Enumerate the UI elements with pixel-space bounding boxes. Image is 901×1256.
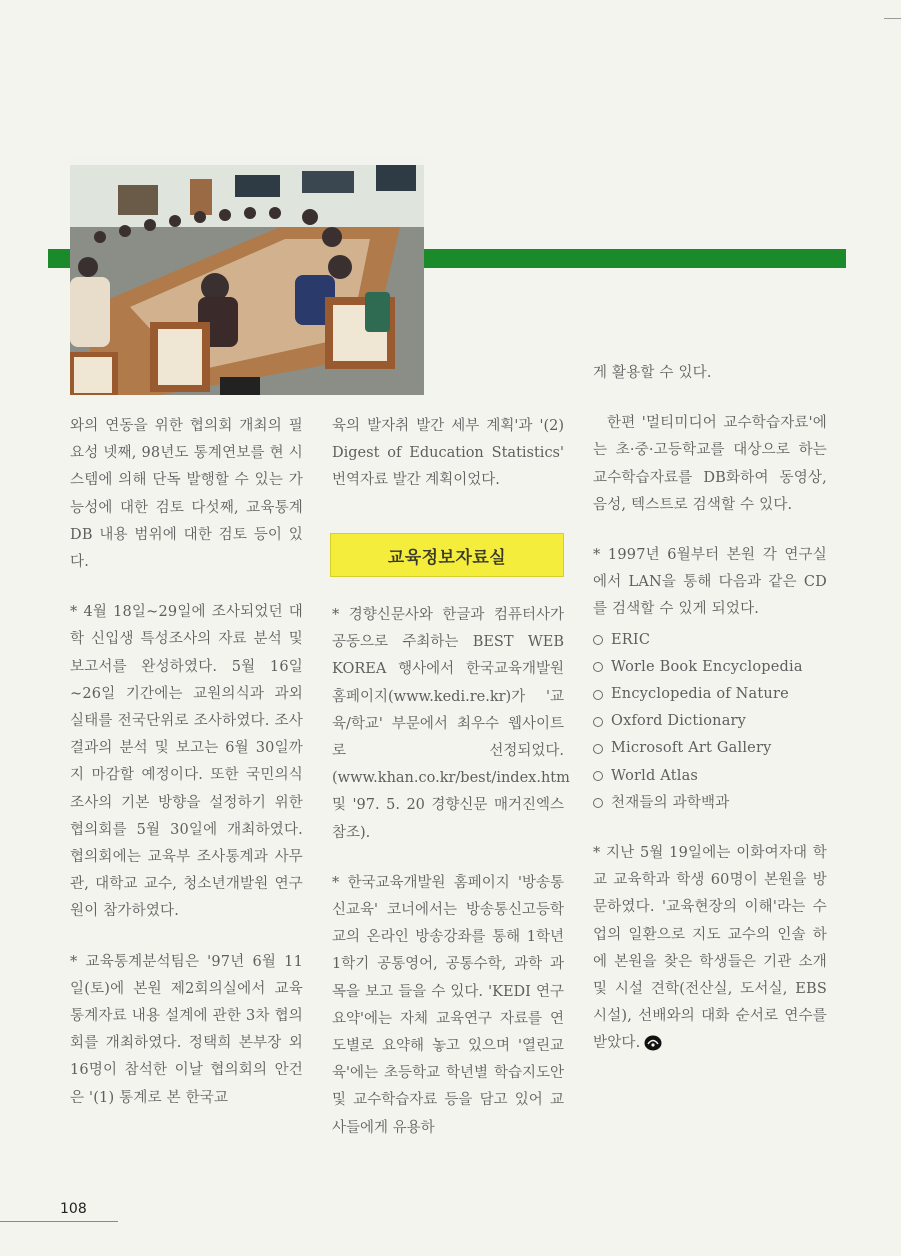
list-item: Microsoft Art Gallery <box>593 735 827 762</box>
col3-paragraph-4: * 지난 5월 19일에는 이화여자대 학교 교육학과 학생 60명이 본원을 방문하였다. '교육현장의 이해'라는 수업의 일환으로 지도 교수의 인솔 하에 본원을 찾은 학생들은 기관 소개 및 시설 견학(전산실, 도서실, EBS 시설), 선배와의 대화 순서로 연수를 받았다. <box>593 845 827 1052</box>
page-number: 108 <box>60 1201 87 1217</box>
col1-paragraph-1: 와의 연동을 위한 협의회 개최의 필요성 넷째, 98년도 통계연보를 현 시스템에 의해 단독 발행할 수 있는 가능성에 대한 검토 다섯째, 교육통계 DB 내용 범위에 대한 검토 등이 있다. <box>70 418 303 571</box>
bullet-circle-icon <box>593 798 603 808</box>
cd-list <box>593 627 827 817</box>
list-item: Encyclopedia of Nature <box>593 681 827 708</box>
section-title-box <box>330 533 564 577</box>
col2-paragraph-3: * 한국교육개발원 홈페이지 '방송통신교육' 코너에서는 방송통신고등학교의 온라인 방송강좌를 통해 1학년 1학기 공통영어, 공통수학, 과학 과목을 보고 들을 수 있다. 'KEDI 연구 요약'에는 자체 교육연구 자료를 연도별로 요약해 놓고 있으며 '열린교육'에는 초등학교 학년별 학습지도안 및 교수학습자료 등을 담고 있어 교사들에게 유용하 <box>332 874 564 1136</box>
col3-paragraph-1: 게 활용할 수 있다. <box>593 365 712 381</box>
col1-paragraph-2: * 4월 18일~29일에 조사되었던 대학 신입생 특성조사의 자료 분석 및 보고서를 완성하였다. 5월 16일 ~26일 기간에는 교원의식과 과외 실태를 전국단위로 조사하였다. 조사결과의 분석 및 보고는 6월 30일까지 마감할 예정이다. 또한 국민의식 조사의 기본 방향을 설정하기 위한 협의회를 5월 30일에 개최하였다. 협의회에는 교육부 조사통계과 사무관, 대학교 교수, 청소년개발원 연구원이 참가하였다. <box>70 604 303 920</box>
list-item: Worle Book Encyclopedia <box>593 654 827 681</box>
list-item: Oxford Dictionary <box>593 708 827 735</box>
list-item: ERIC <box>593 627 827 654</box>
col1-paragraph-3: * 교육통계분석팀은 '97년 6월 11일(토)에 본원 제2회의실에서 교육통계자료 내용 설계에 관한 3차 협의회를 개최하였다. 정택희 본부장 외 16명이 참석한 이날 협의회의 안건은 '(1) 통계로 본 한국교 <box>70 953 303 1106</box>
bullet-circle-icon <box>593 771 603 781</box>
meeting-photo <box>70 157 424 395</box>
bullet-circle-icon <box>593 635 603 645</box>
bullet-circle-icon <box>593 662 603 672</box>
col3-paragraph-2: 한편 '멀티미디어 교수학습자료'에는 초·중·고등학교를 대상으로 하는 교수학습자료를 DB화하여 동영상, 음성, 텍스트로 검색할 수 있다. <box>593 415 827 513</box>
bullet-circle-icon <box>593 717 603 727</box>
column-middle-lower <box>332 602 570 1165</box>
meeting-photo-illustration <box>70 157 424 395</box>
kedi-logo-end-mark-icon <box>644 1035 662 1051</box>
column-middle-upper <box>332 413 564 518</box>
section-title: 교육정보자료실 <box>387 547 507 568</box>
col2-paragraph-1: 육의 발자취 발간 세부 계획'과 '(2) Digest of Education Statistics' 번역자료 발간 계획이었다. <box>332 418 564 489</box>
bullet-circle-icon <box>593 744 603 754</box>
column-left <box>70 413 303 1135</box>
col2-paragraph-2: * 경향신문사와 한글과 컴퓨터사가 공동으로 주최하는 BEST WEB KOREA 행사에서 한국교육개발원 홈페이지(www.kedi.re.kr)가 '교육/학교' 부문에서 최우수 웹사이트로 선정되었다.(www.khan.co.kr/best/index.htm 및 '97. 5. 20 경향신문 매거진엑스 참조). <box>332 607 570 841</box>
footer-rule <box>0 1221 118 1222</box>
col3-paragraph-3: * 1997년 6월부터 본원 각 연구실에서 LAN을 통해 다음과 같은 CD를 검색할 수 있게 되었다. <box>593 547 827 618</box>
top-corner-rule <box>884 0 901 19</box>
list-item: World Atlas <box>593 763 827 790</box>
list-item: 천재들의 과학백과 <box>593 790 827 817</box>
column-right <box>593 360 827 1081</box>
bullet-circle-icon <box>593 690 603 700</box>
